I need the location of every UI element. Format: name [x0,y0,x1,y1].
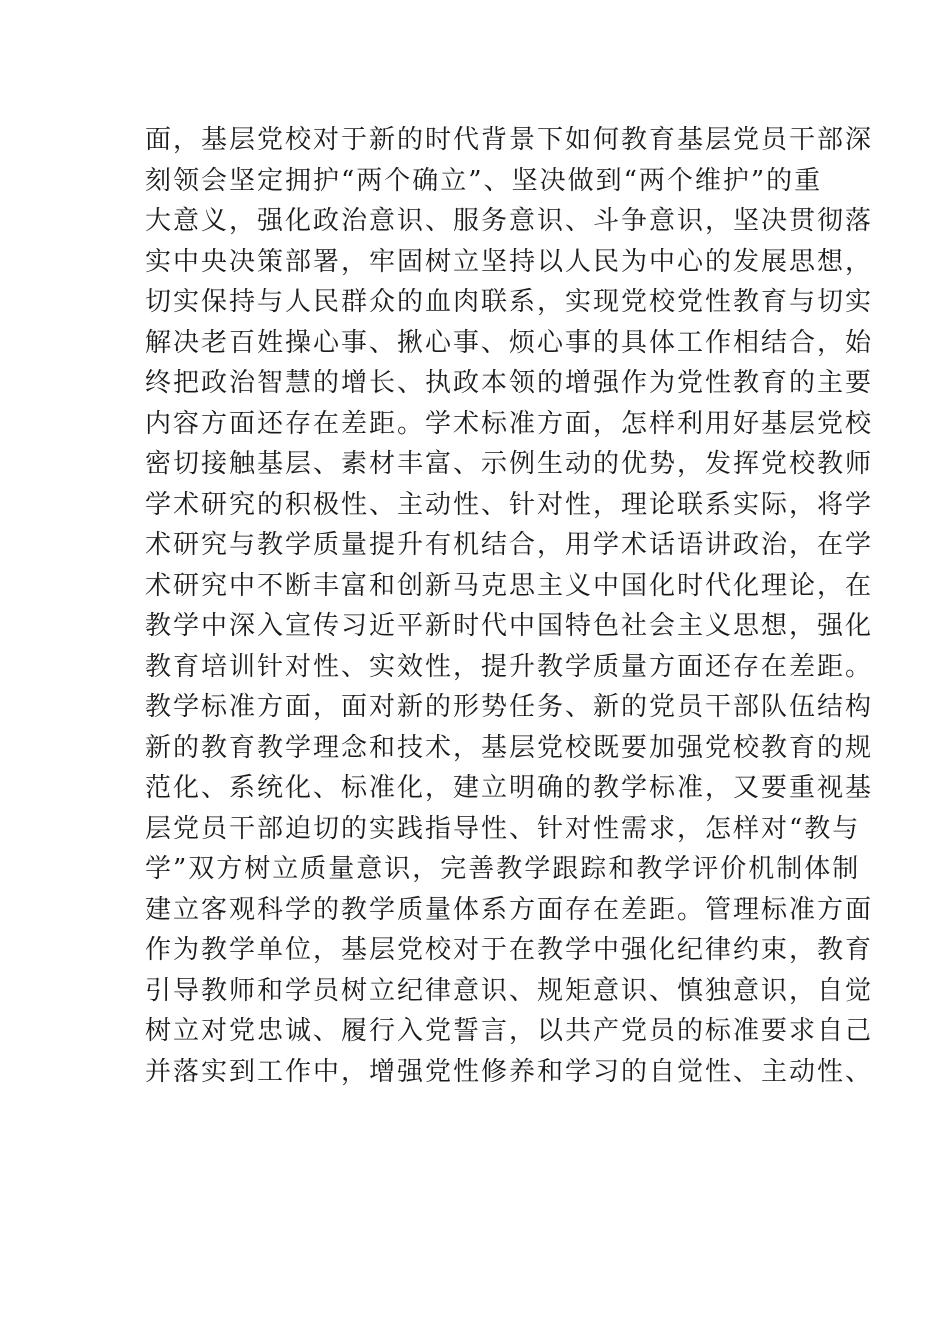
text-line: 建立客观科学的教学质量体系方面存在差距。管理标准方面 [145,894,874,925]
text-line: 作为教学单位，基层党校对于在教学中强化纪律约束，教育 [145,935,874,965]
text-line: 终把政治智慧的增长、执政本领的增强作为党性教育的主要 [145,368,874,398]
text-line: 切实保持与人民群众的血肉联系，实现党校党性教育与切实 [145,287,874,317]
text-line: 内容方面还存在差距。学术标准方面，怎样利用好基层党校 [145,408,874,439]
text-line: 教学标准方面，面对新的形势任务、新的党员干部队伍结构 [145,692,874,722]
text-line: 面，基层党校对于新的时代背景下如何教育基层党员干部深 [145,125,874,155]
text-line: 学术研究的积极性、主动性、针对性，理论联系实际，将学 [145,489,874,520]
text-line: 术研究中不断丰富和创新马克思主义中国化时代化理论，在 [145,570,874,601]
text-line: 树立对党忠诚、履行入党誓言，以共产党员的标准要求自己 [145,1016,874,1046]
text-line: 范化、系统化、标准化，建立明确的教学标准，又要重视基 [145,773,874,803]
text-line: 刻领会坚定拥护“两个确立”、坚决做到“两个维护”的重 [145,165,823,196]
text-line: 引导教师和学员树立纪律意识、规矩意识、慎独意识，自觉 [145,975,874,1006]
text-line: 层党员干部迫切的实践指导性、针对性需求，怎样对“教与 [145,813,861,844]
text-line: 大意义，强化政治意识、服务意识、斗争意识，坚决贯彻落 [145,206,874,236]
text-line: 并落实到工作中，增强党性修养和学习的自觉性、主动性、 [145,1056,874,1087]
body-text [145,120,874,1092]
text-line: 教学中深入宣传习近平新时代中国特色社会主义思想，强化 [145,611,874,641]
text-line: 学”双方树立质量意识，完善教学跟踪和教学评价机制体制 [145,854,861,884]
text-line: 术研究与教学质量提升有机结合，用学术话语讲政治，在学 [145,530,874,560]
text-line: 解决老百姓操心事、揪心事、烦心事的具体工作相结合，始 [145,327,874,358]
text-line: 实中央决策部署，牢固树立坚持以人民为中心的发展思想， [145,246,874,277]
text-line: 新的教育教学理念和技术，基层党校既要加强党校教育的规 [145,732,874,763]
text-line: 教育培训针对性、实效性，提升教学质量方面还存在差距。 [145,651,874,682]
text-line: 密切接触基层、素材丰富、示例生动的优势，发挥党校教师 [145,449,874,479]
